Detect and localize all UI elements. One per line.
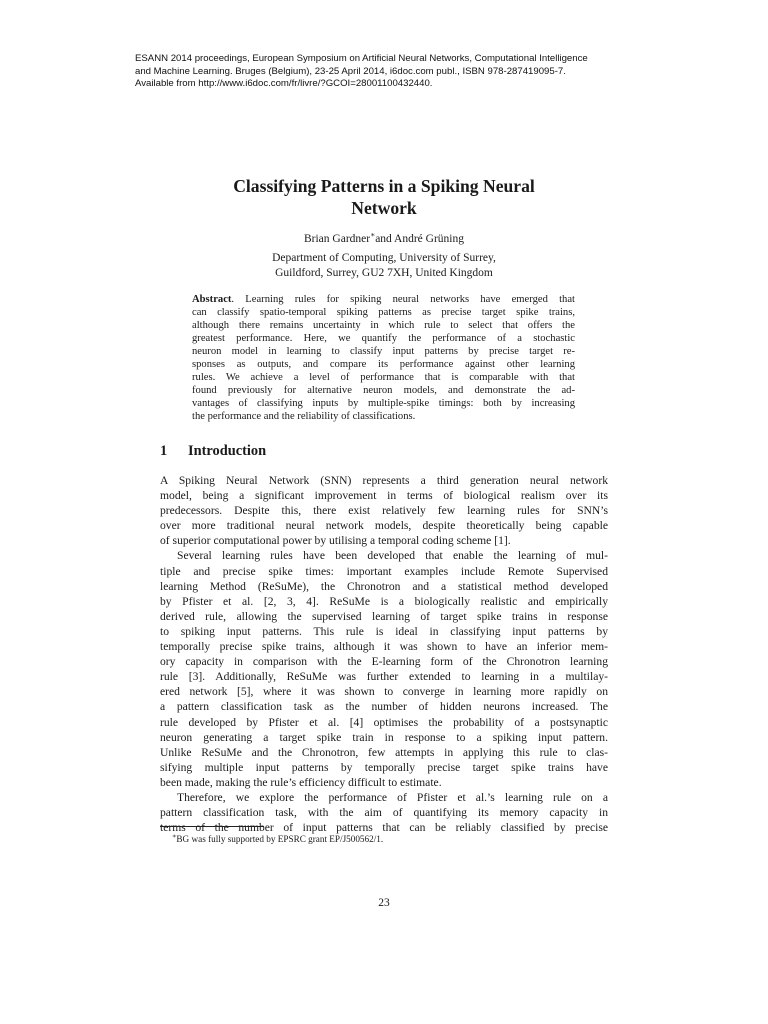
abstract-line: sponses as outputs, and compare its performance against other learning bbox=[192, 359, 575, 370]
abstract-line: rules. We achieve a level of performance that is comparable with that bbox=[192, 372, 575, 383]
body-line: sifying multiple input patterns by temporally precise target spike trains have bbox=[160, 760, 608, 774]
body-line: ered network [5], where it was shown to converge in learning more rapidly on bbox=[160, 685, 608, 699]
section-title: Introduction bbox=[188, 443, 267, 459]
body-text bbox=[160, 473, 608, 835]
affiliation bbox=[160, 251, 608, 280]
footnote-marker: ∗ bbox=[172, 833, 177, 840]
body-line: of superior computational power by utilising a temporal coding scheme [1]. bbox=[160, 534, 511, 548]
footnote-text: BG was fully supported by EPSRC grant EP/J500562/1. bbox=[176, 834, 384, 845]
abstract-line: neuron model in learning to classify input patterns by precise target re- bbox=[192, 346, 575, 357]
abstract-line: greatest performance. Here, we quantify the performance of a stochastic bbox=[192, 333, 575, 344]
body-line: rule [3]. Additionally, ReSuMe was further extended to learning in a multilay- bbox=[160, 670, 608, 684]
body-line: learning Method (ReSuMe), the Chronotron and a statistical method developed bbox=[160, 579, 608, 593]
abstract-line: found previously for alternative neuron models, and demonstrate the ad- bbox=[192, 385, 575, 396]
body-line: tiple and precise spike times: important examples include Remote Supervised bbox=[160, 564, 608, 578]
paper-title bbox=[160, 175, 608, 219]
footnote-marker: ∗ bbox=[370, 230, 376, 239]
abstract-text: . Learning rules for spiking neural networks have emerged that bbox=[231, 294, 575, 305]
body-line: Unlike ReSuMe and the Chronotron, few attempts in applying this rule to clas- bbox=[160, 745, 608, 759]
abstract bbox=[192, 293, 575, 423]
footnote bbox=[160, 831, 608, 845]
body-line: been made, making the rule’s efficiency difficult to estimate. bbox=[160, 775, 442, 789]
paragraph bbox=[160, 548, 608, 790]
author-name: and André Grüning bbox=[375, 232, 464, 245]
body-line: ory capacity in comparison with the E-learning form of the Chronotron learning bbox=[160, 655, 608, 669]
body-line: over more traditional neural network models, despite theoretically being capable bbox=[160, 519, 608, 533]
proceedings-header bbox=[135, 53, 635, 91]
page-number: 23 bbox=[378, 897, 390, 909]
title-line: Network bbox=[351, 198, 417, 218]
body-line: derived rule, allowing the supervised learning of target spike trains in response bbox=[160, 609, 608, 623]
body-line: to spiking input patterns. This rule is ideal in classifying input patterns by bbox=[160, 624, 608, 638]
author-name: Brian Gardner bbox=[303, 232, 371, 245]
affiliation-line: Department of Computing, University of Surrey, bbox=[272, 252, 496, 264]
affiliation-line: Guildford, Surrey, GU2 7XH, United Kingdom bbox=[275, 266, 493, 279]
body-line: temporally precise spike trains, although it was shown to have an inferior mem- bbox=[160, 640, 608, 654]
body-line: Therefore, we explore the performance of Pfister et al.’s learning rule on a bbox=[177, 790, 608, 804]
body-line: A Spiking Neural Network (SNN) represents a third generation neural network bbox=[160, 474, 608, 487]
body-line: Several learning rules have been developed that enable the learning of mul- bbox=[177, 549, 608, 563]
section-heading bbox=[160, 443, 266, 460]
body-line: a pattern classification task as the number of hidden neurons increased. The bbox=[160, 700, 608, 714]
abstract-line bbox=[192, 293, 575, 306]
header-line: Available from http://www.i6doc.com/fr/livre/?GCOI=28001100432440. bbox=[135, 78, 433, 89]
body-line: predecessors. Despite this, there exist relatively few learning rules for SNN’s bbox=[160, 504, 608, 518]
paragraph bbox=[160, 790, 608, 835]
footnote-divider bbox=[160, 826, 264, 827]
body-line: model, being a significant improvement in terms of biological realism over its bbox=[160, 489, 608, 503]
abstract-line: the performance and the reliability of classifications. bbox=[192, 411, 416, 422]
body-line: pattern classification task, with the aim of quantifying its memory capacity in bbox=[160, 806, 608, 820]
title-line: Classifying Patterns in a Spiking Neural bbox=[233, 176, 535, 196]
body-line: terms of the number of input patterns that can be reliably classified by precise bbox=[160, 821, 608, 835]
header-line: and Machine Learning. Bruges (Belgium), 23-25 April 2014, i6doc.com publ., ISBN 978-287419095-7. bbox=[135, 65, 566, 77]
author-list bbox=[160, 228, 608, 246]
abstract-line: although there remains uncertainty in which rule to select that offers the bbox=[192, 320, 575, 331]
abstract-line: vantages of classifying inputs by multiple-spike timings: both by increasing bbox=[192, 398, 575, 409]
body-line: neuron generating a target spike train in response to a spiking input pattern. bbox=[160, 730, 608, 744]
abstract-line: can classify spatio-temporal spiking patterns as precise target spike trains, bbox=[192, 307, 575, 318]
abstract-label: Abstract bbox=[192, 294, 232, 305]
section-number: 1 bbox=[160, 443, 168, 459]
body-line: rule developed by Pfister et al. [4] optimises the probability of a postsynaptic bbox=[160, 715, 608, 729]
header-line: ESANN 2014 proceedings, European Symposium on Artificial Neural Networks, Computational Intelligence bbox=[135, 53, 588, 64]
paragraph bbox=[160, 473, 608, 548]
body-line: by Pfister et al. [2, 3, 4]. ReSuMe is a biologically realistic and empirically bbox=[160, 594, 608, 608]
